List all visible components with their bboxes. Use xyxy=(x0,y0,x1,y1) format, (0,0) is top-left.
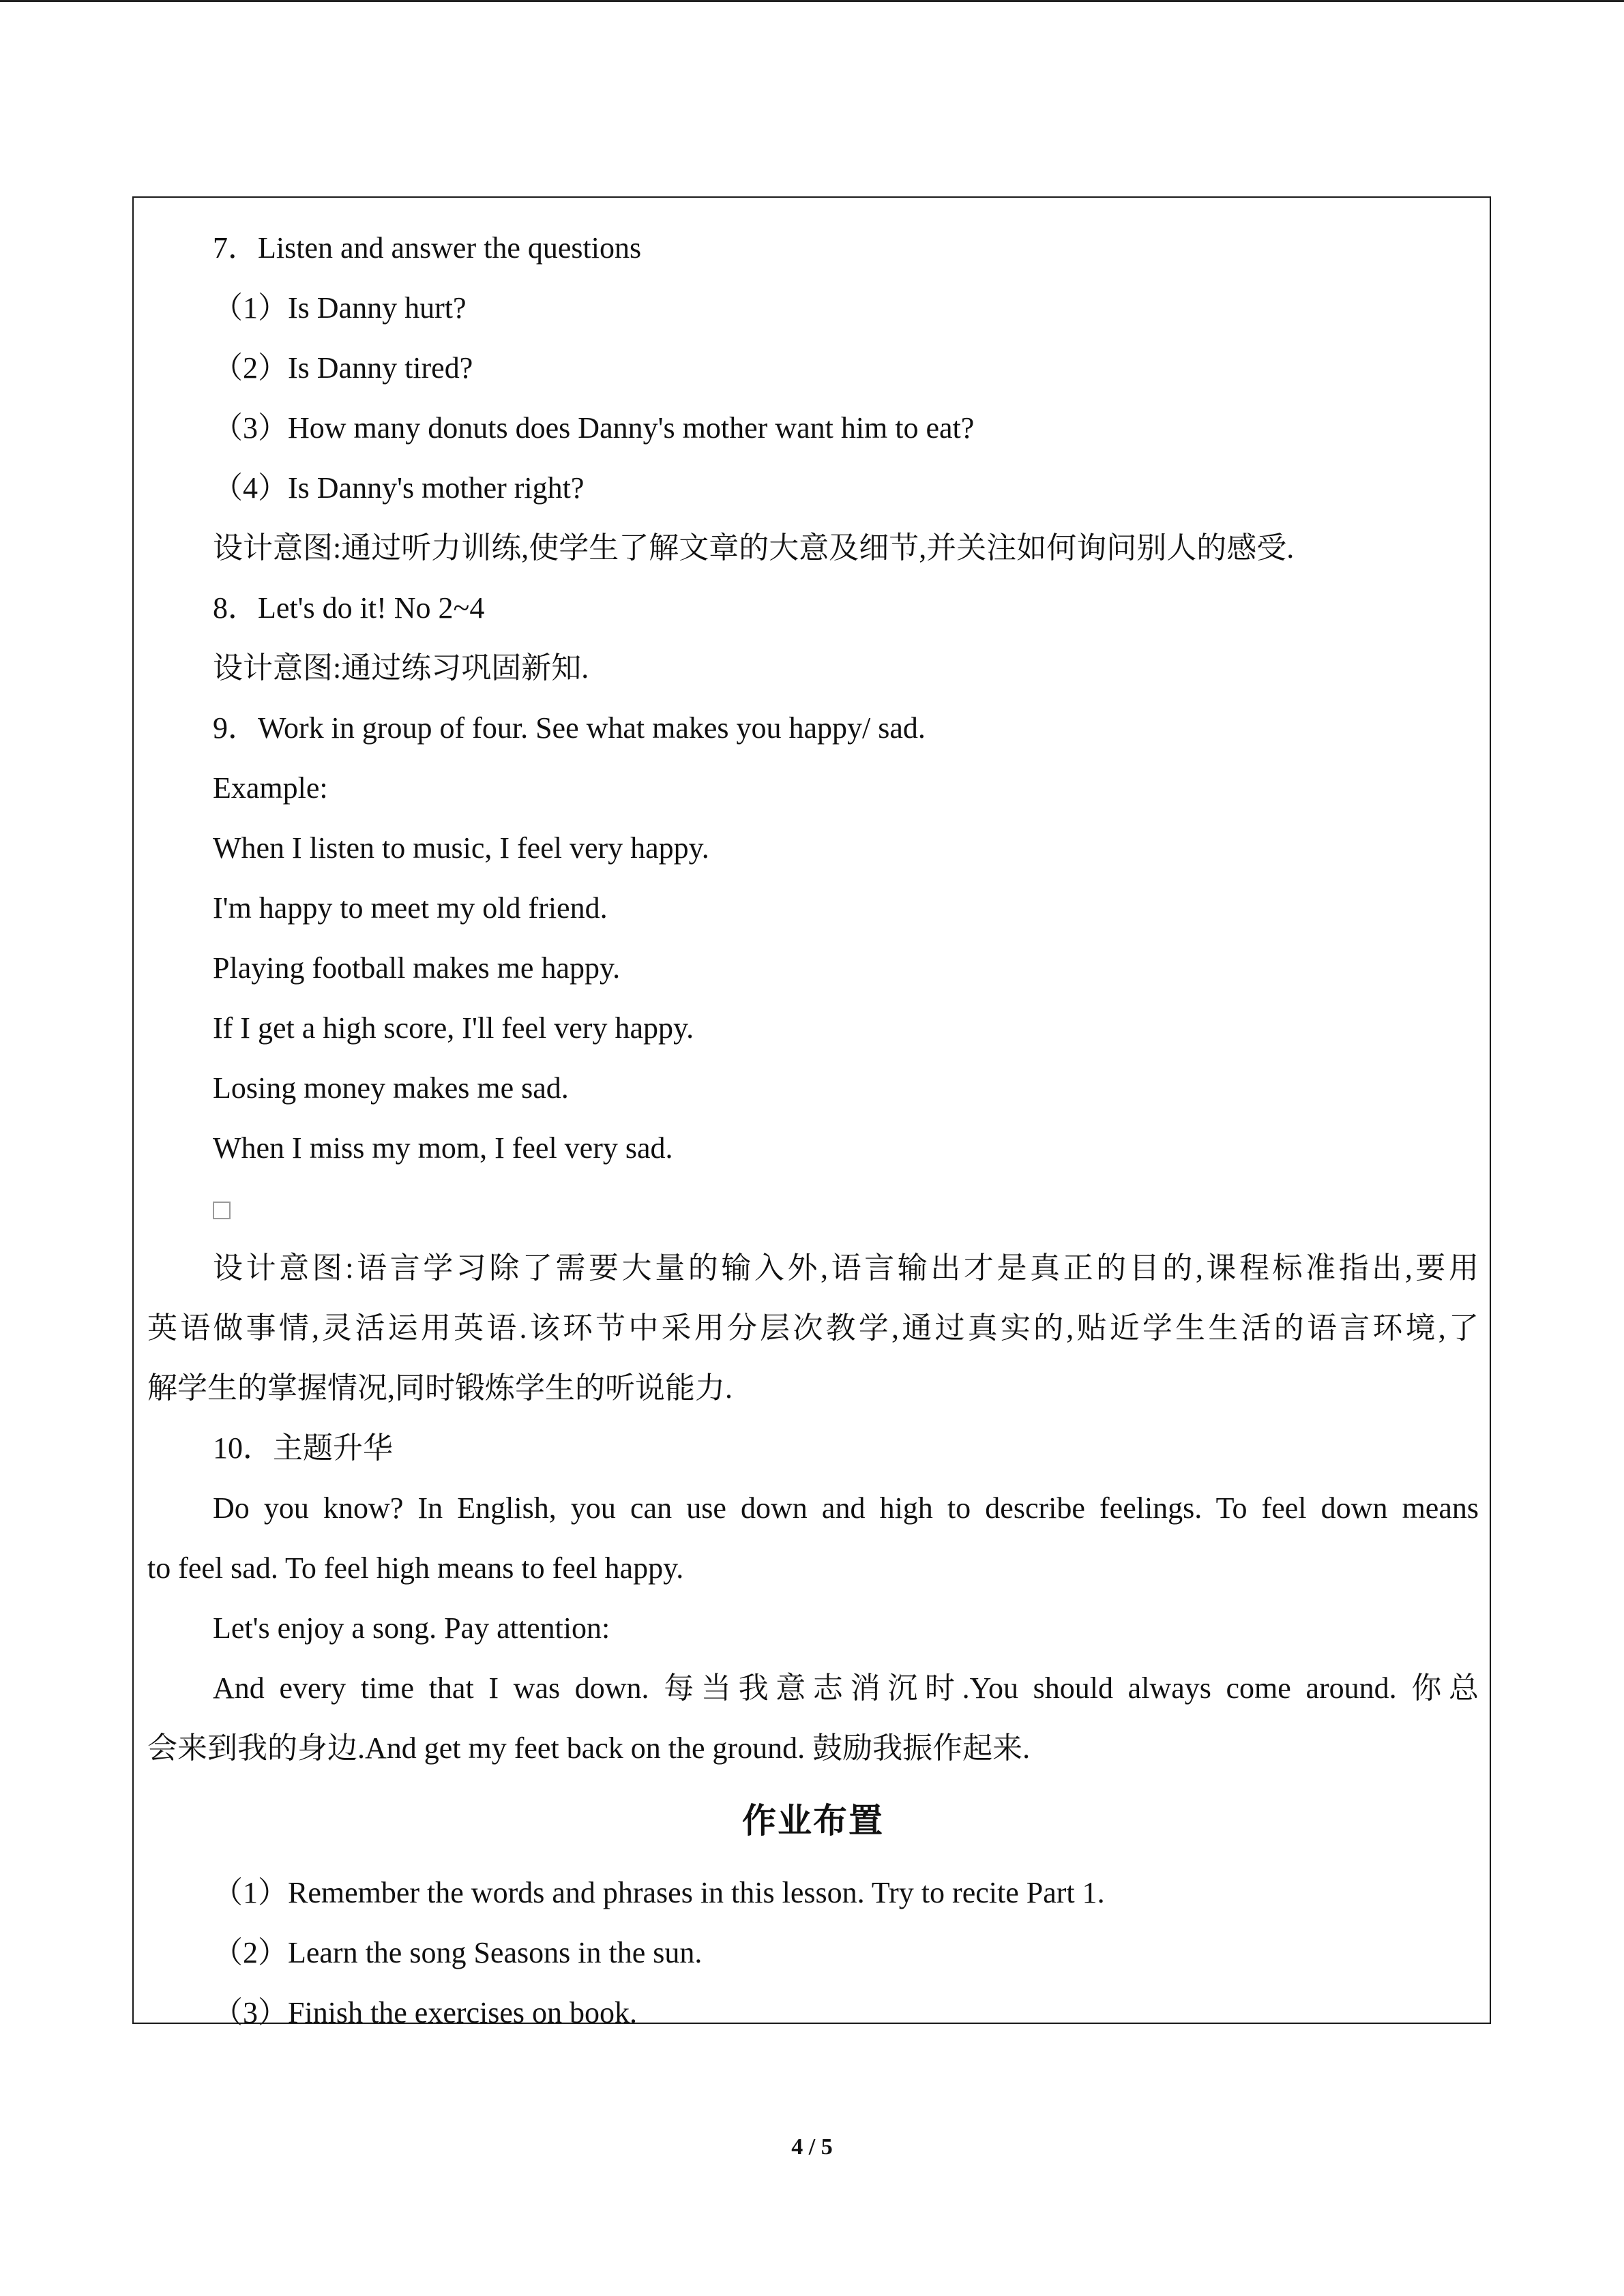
design-intent-9-line-3: 解学生的掌握情况,同时锻炼学生的听说能力. xyxy=(147,1371,733,1405)
design-intent-8: 设计意图:通过练习巩固新知. xyxy=(213,651,589,685)
example-sentence-4: If I get a high score, I'll feel very happy. xyxy=(213,1011,694,1045)
example-sentence-2: I'm happy to meet my old friend. xyxy=(213,891,608,925)
design-intent-9-line-2: 英语做事情,灵活运用英语.该环节中采用分层次教学,通过真实的,贴近学生生活的语言环境,了 xyxy=(147,1311,1479,1345)
question-2: （2）Is Danny tired? xyxy=(213,351,473,385)
example-label: Example: xyxy=(213,771,328,805)
page-number: 4 / 5 xyxy=(791,2134,833,2160)
example-sentence-5: Losing money makes me sad. xyxy=(213,1071,569,1105)
homework-item-2: （2）Learn the song Seasons in the sun. xyxy=(213,1936,703,1969)
section-10-title: 10．主题升华 xyxy=(213,1431,393,1465)
homework-item-1: （1）Remember the words and phrases in this lesson. Try to recite Part 1. xyxy=(213,1876,1105,1909)
example-sentence-3: Playing football makes me happy. xyxy=(213,951,621,985)
section-7-title: 7．Listen and answer the questions xyxy=(213,231,642,265)
design-intent-9-line-1: 设计意图:语言学习除了需要大量的输入外,语言输出才是真正的目的,课程标准指出,要用 xyxy=(213,1251,1479,1285)
question-3: （3）How many donuts does Danny's mother want him to eat? xyxy=(213,411,975,445)
song-line-2: 会来到我的身边.And get my feet back on the ground. 鼓励我振作起来. xyxy=(147,1731,1031,1765)
question-1: （1）Is Danny hurt? xyxy=(213,291,467,325)
lesson-content-box xyxy=(132,196,1491,2029)
example-sentence-1: When I listen to music, I feel very happy. xyxy=(213,831,709,865)
example-sentence-6: When I miss my mom, I feel very sad. xyxy=(213,1131,673,1165)
section-10-para-line-2: to feel sad. To feel high means to feel happy. xyxy=(147,1551,684,1585)
homework-item-3: （3）Finish the exercises on book. xyxy=(213,1996,638,2029)
homework-heading: 作业布置 xyxy=(742,1801,884,1840)
section-9-title: 9．Work in group of four. See what makes you happy/ sad. xyxy=(213,711,926,745)
placeholder-box-icon xyxy=(213,1202,231,1219)
design-intent-7: 设计意图:通过听力训练,使学生了解文章的大意及细节,并关注如何询问别人的感受. xyxy=(213,531,1295,565)
lesson-lines xyxy=(147,218,1479,2043)
question-4: （4）Is Danny's mother right? xyxy=(213,471,585,505)
section-10-para-line-1: Do you know? In English, you can use down and high to describe feelings. To feel down means xyxy=(213,1491,1479,1525)
page-top-rule xyxy=(0,0,1624,2)
section-8-title: 8．Let's do it! No 2~4 xyxy=(213,591,485,625)
song-intro: Let's enjoy a song. Pay attention: xyxy=(213,1611,610,1645)
placeholder-box-row xyxy=(147,1178,1479,1238)
song-line-1: And every time that I was down. 每当我意志消沉时.You should always come around. 你总 xyxy=(213,1671,1479,1705)
